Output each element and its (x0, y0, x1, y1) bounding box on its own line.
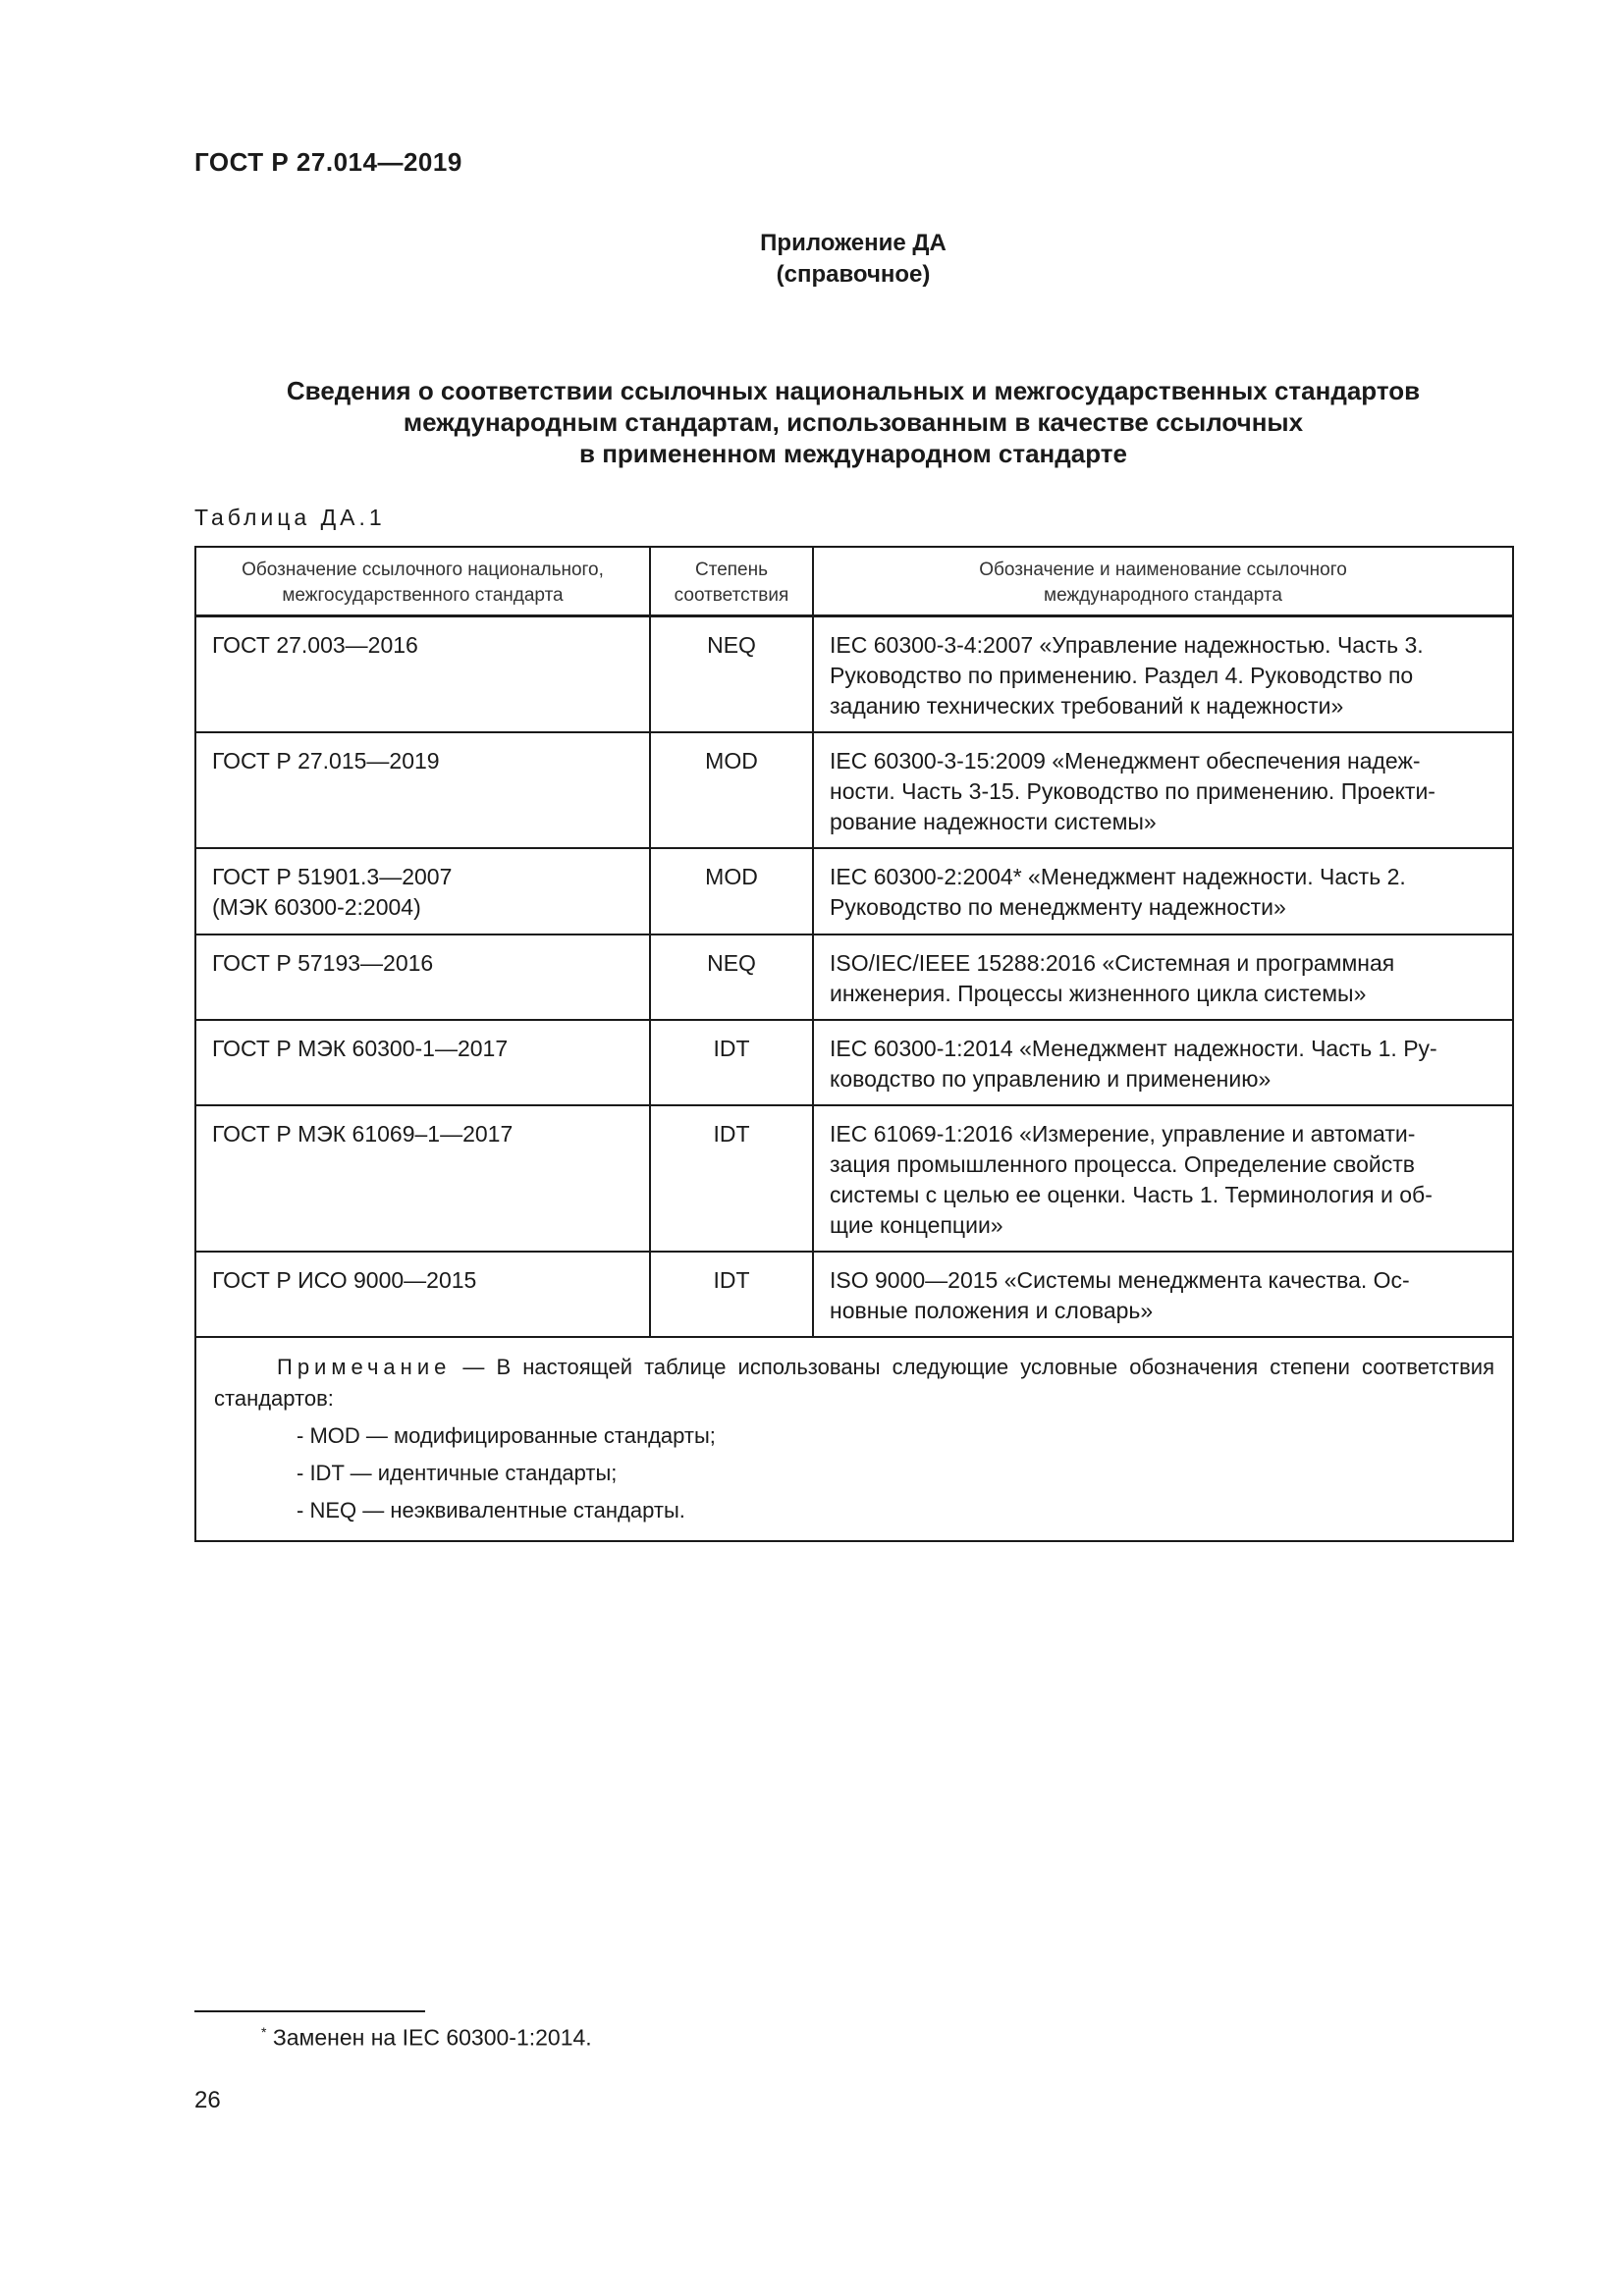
note-item: - NEQ — неэквивалентные стандарты. (297, 1498, 685, 1522)
column-header-international (813, 547, 1513, 616)
cell-line: щие концепции» (830, 1212, 1003, 1238)
cell-line: IEC 60300-3-4:2007 «Управление надежностью. Часть 3. (830, 632, 1424, 658)
footnote-text: Заменен на IEC 60300-1:2014. (272, 2024, 592, 2051)
cell-line: ности. Часть 3-15. Руководство по применению. Проекти- (830, 778, 1435, 804)
header-line: соответствия (674, 585, 789, 606)
table-row (195, 934, 1513, 1020)
cell-line: ководство по управлению и применению» (830, 1066, 1272, 1092)
international-standard-cell (813, 1252, 1513, 1337)
national-standard-cell (195, 732, 650, 848)
correspondence-table-wrap (194, 546, 1512, 1542)
international-standard-cell (813, 616, 1513, 733)
table-note-row (195, 1337, 1513, 1541)
degree-cell: IDT (650, 1020, 813, 1105)
cell-line: ISO/IEC/IEEE 15288:2016 «Системная и программная (830, 950, 1395, 976)
table-row (195, 616, 1513, 733)
national-standard-cell (195, 1252, 650, 1337)
table-row (195, 1020, 1513, 1105)
degree-cell: MOD (650, 848, 813, 934)
cell-line: инженерия. Процессы жизненного цикла системы» (830, 981, 1367, 1006)
header-line: Степень (694, 560, 769, 580)
note-lead (214, 1352, 1494, 1415)
note-label: Примечание (277, 1355, 452, 1379)
document-header: ГОСТ Р 27.014—2019 (194, 147, 462, 177)
header-line: межгосударственного стандарта (282, 585, 564, 606)
correspondence-table (194, 546, 1514, 1542)
cell-line: IEC 60300-2:2004* «Менеджмент надежности. Часть 2. (830, 864, 1406, 889)
footnote-mark: * (261, 2024, 267, 2040)
appendix-title: Приложение ДА (760, 230, 947, 256)
cell-line: ГОСТ Р 51901.3—2007 (212, 864, 453, 889)
column-header-degree (650, 547, 813, 616)
cell-line: IEC 60300-3-15:2009 «Менеджмент обеспечения надеж- (830, 748, 1421, 774)
cell-line: ГОСТ Р МЭК 61069–1—2017 (212, 1121, 514, 1147)
note-text: — В настоящей таблице использованы следующие условные обозначения степени соответствия стандартов: (214, 1355, 1494, 1411)
header-line: Обозначение и наименование ссылочного (979, 560, 1347, 580)
appendix-kind: (справочное) (776, 261, 931, 288)
table-row (195, 1252, 1513, 1337)
note-item: - MOD — модифицированные стандарты; (297, 1423, 716, 1448)
cell-line: новные положения и словарь» (830, 1298, 1154, 1323)
degree-cell: NEQ (650, 934, 813, 1020)
table-row (195, 1105, 1513, 1252)
national-standard-cell (195, 848, 650, 934)
header-line: международного стандарта (1044, 585, 1282, 606)
section-title (194, 375, 1512, 469)
title-line: Сведения о соответствии ссылочных национальных и межгосударственных стандартов (286, 376, 1421, 405)
national-standard-cell (195, 1020, 650, 1105)
cell-line: зация промышленного процесса. Определение свойств (830, 1151, 1415, 1177)
header-line: Обозначение ссылочного национального, (242, 560, 604, 580)
international-standard-cell (813, 848, 1513, 934)
note-item: - IDT — идентичные стандарты; (297, 1461, 618, 1485)
cell-line: рование надежности системы» (830, 809, 1157, 834)
cell-line: ISO 9000—2015 «Системы менеджмента качества. Ос- (830, 1267, 1410, 1293)
table-row (195, 732, 1513, 848)
cell-line: ГОСТ Р 27.015—2019 (212, 748, 440, 774)
international-standard-cell (813, 1020, 1513, 1105)
title-line: международным стандартам, использованным в качестве ссылочных (403, 407, 1304, 437)
page-number: 26 (194, 2087, 221, 2113)
cell-line: системы с целью ее оценки. Часть 1. Терминология и об- (830, 1182, 1433, 1207)
table-label: Таблица ДА.1 (194, 505, 386, 530)
cell-line: ГОСТ Р ИСО 9000—2015 (212, 1267, 477, 1293)
table-row (195, 848, 1513, 934)
degree-cell: IDT (650, 1105, 813, 1252)
cell-line: IEC 61069-1:2016 «Измерение, управление и автомати- (830, 1121, 1416, 1147)
appendix-heading (194, 228, 1512, 291)
cell-line: ГОСТ Р МЭК 60300-1—2017 (212, 1036, 509, 1061)
national-standard-cell (195, 934, 650, 1020)
cell-line: (МЭК 60300-2:2004) (212, 894, 421, 920)
table-note (195, 1337, 1513, 1541)
degree-cell: NEQ (650, 616, 813, 733)
cell-line: заданию технических требований к надежности» (830, 693, 1344, 719)
international-standard-cell (813, 732, 1513, 848)
footnote (261, 2024, 592, 2052)
footnote-separator (194, 2010, 425, 2012)
degree-cell: MOD (650, 732, 813, 848)
cell-line: IEC 60300-1:2014 «Менеджмент надежности. Часть 1. Ру- (830, 1036, 1437, 1061)
national-standard-cell (195, 1105, 650, 1252)
cell-line: Руководство по менеджменту надежности» (830, 894, 1286, 920)
table-header-row (195, 547, 1513, 616)
international-standard-cell (813, 934, 1513, 1020)
title-line: в примененном международном стандарте (579, 439, 1127, 468)
column-header-national (195, 547, 650, 616)
national-standard-cell (195, 616, 650, 733)
cell-line: Руководство по применению. Раздел 4. Руководство по (830, 663, 1414, 688)
degree-cell: IDT (650, 1252, 813, 1337)
international-standard-cell (813, 1105, 1513, 1252)
cell-line: ГОСТ 27.003—2016 (212, 632, 418, 658)
cell-line: ГОСТ Р 57193—2016 (212, 950, 434, 976)
